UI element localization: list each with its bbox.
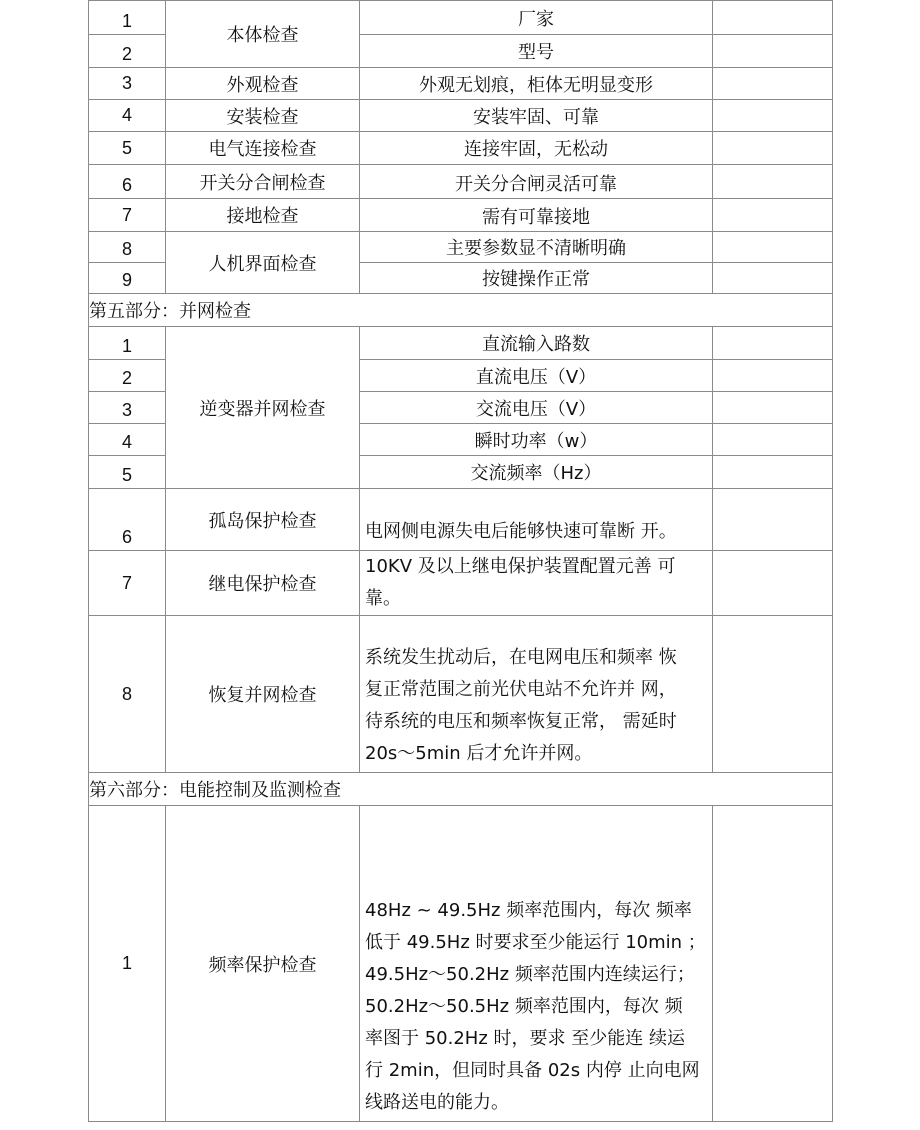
requirement: 连接牢固，无松动 [360, 132, 713, 165]
table-row [89, 199, 833, 232]
section-title: 第六部分：电能控制及监测检查 [89, 773, 833, 806]
table-row [89, 232, 833, 263]
result-cell [713, 1, 833, 35]
requirement: 按键操作正常 [360, 263, 713, 294]
result-cell [713, 199, 833, 232]
result-cell [713, 68, 833, 100]
requirement-line: 行 2min，但同时具备 02s 内停 止向电网 [365, 1060, 700, 1081]
table-row [89, 806, 833, 1122]
requirement-line: 待系统的电压和频率恢复正常， 需延时 [365, 711, 677, 732]
row-number: 3 [89, 68, 166, 100]
row-number: 1 [89, 1, 166, 35]
result-cell [713, 165, 833, 199]
requirement: 安装牢固、可靠 [360, 100, 713, 132]
table-row [89, 551, 833, 616]
table-row [89, 165, 833, 199]
row-number: 8 [89, 616, 166, 773]
result-cell [713, 232, 833, 263]
requirement-line: 复正常范围之前光伏电站不允许并 网， [365, 679, 677, 700]
item-name: 本体检查 [166, 1, 360, 68]
row-number: 1 [89, 806, 166, 1122]
result-cell [713, 132, 833, 165]
result-cell [713, 35, 833, 68]
requirement-line: 48Hz ~ 49.5Hz 频率范围内，每次 频率 [365, 900, 692, 921]
result-cell [713, 424, 833, 456]
row-number: 7 [89, 551, 166, 616]
item-name: 安装检查 [166, 100, 360, 132]
requirement: 直流输入路数 [360, 327, 713, 360]
table-row [89, 616, 833, 773]
section-row [89, 294, 833, 327]
result-cell [713, 360, 833, 392]
item-name: 人机界面检查 [166, 232, 360, 294]
item-name: 外观检查 [166, 68, 360, 100]
row-number: 9 [89, 263, 166, 294]
requirement: 直流电压（V） [360, 360, 713, 392]
result-cell [713, 489, 833, 551]
row-number: 7 [89, 199, 166, 232]
inspection-table [88, 0, 833, 1122]
requirement-line: 50.2Hz～50.5Hz 频率范围内，每次 频 [365, 996, 683, 1017]
row-number: 1 [89, 327, 166, 360]
requirement: 开关分合闸灵活可靠 [360, 165, 713, 199]
row-number: 8 [89, 232, 166, 263]
item-name: 频率保护检查 [166, 806, 360, 1122]
row-number: 4 [89, 100, 166, 132]
row-number: 6 [89, 489, 166, 551]
section-title: 第五部分：并网检查 [89, 294, 833, 327]
result-cell [713, 806, 833, 1122]
result-cell [713, 100, 833, 132]
row-number: 3 [89, 392, 166, 424]
item-name: 逆变器并网检查 [166, 327, 360, 489]
table-row [89, 100, 833, 132]
section-row [89, 773, 833, 806]
requirement: 主要参数显不清晰明确 [360, 232, 713, 263]
item-name: 开关分合闸检查 [166, 165, 360, 199]
item-name: 继电保护检查 [166, 551, 360, 616]
table-row [89, 327, 833, 360]
requirement: 厂家 [360, 1, 713, 35]
table-row [89, 1, 833, 35]
row-number: 4 [89, 424, 166, 456]
requirement: 交流频率（Hz） [360, 456, 713, 489]
row-number: 2 [89, 360, 166, 392]
result-cell [713, 616, 833, 773]
requirement: 交流电压（V） [360, 392, 713, 424]
row-number: 6 [89, 165, 166, 199]
table-row [89, 489, 833, 551]
requirement-line: 靠。 [365, 588, 401, 609]
result-cell [713, 392, 833, 424]
requirement-line: 49.5Hz～50.2Hz 频率范围内连续运行； [365, 964, 695, 985]
result-cell [713, 263, 833, 294]
table-row [89, 132, 833, 165]
requirement: 外观无划痕，柜体无明显变形 [360, 68, 713, 100]
row-number: 5 [89, 132, 166, 165]
requirement [360, 551, 713, 616]
requirement-line: 系统发生扰动后，在电网电压和频率 恢 [365, 647, 677, 668]
requirement-line: 率图于 50.2Hz 时，要求 至少能连 续运 [365, 1028, 685, 1049]
requirement: 型号 [360, 35, 713, 68]
result-cell [713, 551, 833, 616]
item-name: 恢复并网检查 [166, 616, 360, 773]
requirement-line: 低于 49.5Hz 时要求至少能运行 10min ； [365, 932, 706, 953]
requirement [360, 616, 713, 773]
row-number: 5 [89, 456, 166, 489]
requirement-line: 10KV 及以上继电保护装置配置元善 可 [365, 556, 676, 577]
item-name: 电气连接检查 [166, 132, 360, 165]
row-number: 2 [89, 35, 166, 68]
requirement-line: 线路送电的能力。 [365, 1092, 509, 1113]
requirement [360, 806, 713, 1122]
table-row [89, 68, 833, 100]
item-name: 接地检查 [166, 199, 360, 232]
requirement-line: 20s～5min 后才允许并网。 [365, 743, 593, 764]
requirement: 电网侧电源失电后能够快速可靠断 开。 [360, 489, 713, 551]
requirement: 需有可靠接地 [360, 199, 713, 232]
result-cell [713, 456, 833, 489]
result-cell [713, 327, 833, 360]
item-name: 孤岛保护检查 [166, 489, 360, 551]
requirement: 瞬时功率（w） [360, 424, 713, 456]
